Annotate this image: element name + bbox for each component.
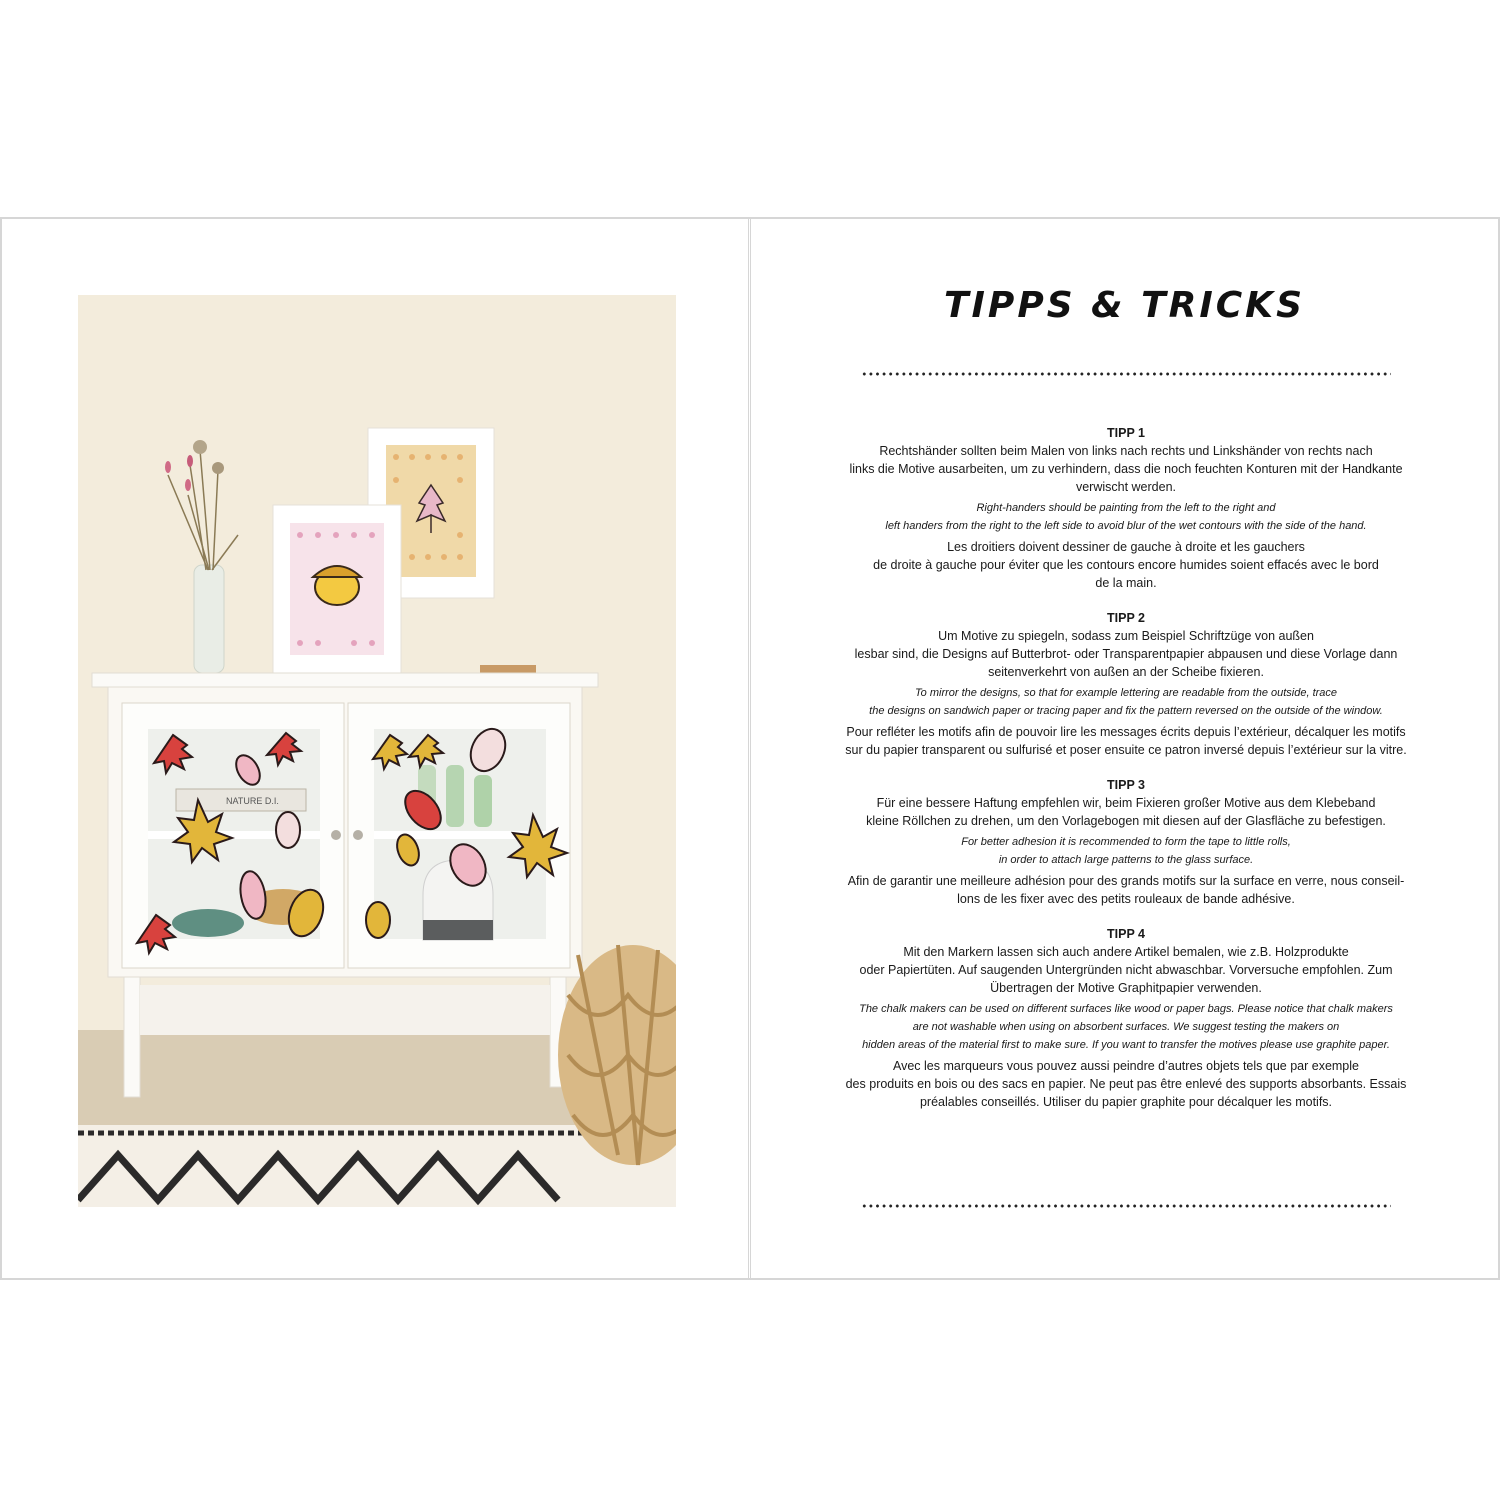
tip-2	[811, 609, 1441, 759]
text-line: préalables conseillés. Utiliser du papier graphite pour décalquer les motifs.	[919, 1095, 1333, 1109]
tip-heading: TIPP 3	[1107, 778, 1145, 792]
text-line: Right-handers should be painting from the left to the right and	[976, 502, 1276, 514]
tip-heading: TIPP 1	[1107, 426, 1145, 440]
tip-text-french	[811, 1057, 1441, 1111]
tip-text-french	[811, 723, 1441, 759]
tip-3	[811, 776, 1441, 908]
text-line: de la main.	[1095, 576, 1157, 590]
right-page	[750, 219, 1500, 1278]
tip-text-german	[811, 442, 1441, 496]
text-line: The chalk makers can be used on different surfaces like wood or paper bags. Please notice that chalk makers	[859, 1003, 1393, 1015]
text-line: Rechtshänder sollten beim Malen von links nach rechts und Linkshänder von rechts nach	[879, 444, 1373, 458]
text-line: in order to attach large patterns to the glass surface.	[998, 854, 1254, 866]
tip-text-german	[811, 627, 1441, 681]
tip-text-german	[811, 943, 1441, 997]
text-line: left handers from the right to the left side to avoid blur of the wet contours with the side of the hand.	[885, 520, 1367, 532]
text-line: kleine Röllchen zu drehen, um den Vorlagebogen mit diesen auf der Glasfläche zu befestigen.	[866, 814, 1386, 828]
tip-text-german	[811, 794, 1441, 830]
tip-1	[811, 424, 1441, 592]
text-line: lesbar sind, die Designs auf Butterbrot- oder Transparentpapier abpausen und diese Vorlage dann	[854, 647, 1398, 661]
tip-heading: TIPP 2	[1107, 611, 1145, 625]
dotted-divider-bottom	[861, 1204, 1391, 1208]
text-line: des produits en bois ou des sacs en papier. Ne peut pas être enlevé des supports absorbants. Essais	[845, 1077, 1407, 1091]
tip-4	[811, 925, 1441, 1111]
text-line: lons de les fixer avec des petits rouleaux de bande adhésive.	[957, 892, 1295, 906]
tip-text-english	[811, 684, 1441, 720]
text-line: are not washable when using on absorbent surfaces. We suggest testing the makers on	[912, 1021, 1340, 1033]
text-line: Mit den Markern lassen sich auch andere Artikel bemalen, wie z.B. Holzprodukte	[903, 945, 1349, 959]
text-line: oder Papiertüten. Auf saugenden Untergründen nicht abwaschbar. Vorversuche empfohlen. Zum	[859, 963, 1393, 977]
text-line: Für eine bessere Haftung empfehlen wir, beim Fixieren großer Motive aus dem Klebeband	[876, 796, 1376, 810]
cabinet-photo	[78, 295, 676, 1207]
text-line: the designs on sandwich paper or tracing paper and fix the pattern reversed on the outside of the window.	[869, 705, 1383, 717]
book-spine-text: NATURE D.I.	[226, 796, 279, 806]
text-line: links die Motive ausarbeiten, um zu verhindern, dass die noch feuchten Konturen mit der Handkante	[849, 462, 1403, 476]
text-line: hidden areas of the material first to make sure. If you want to transfer the motives please use graphite paper.	[862, 1039, 1390, 1051]
text-line: seitenverkehrt von außen an der Scheibe fixieren.	[988, 665, 1264, 679]
tip-text-english	[811, 833, 1441, 869]
text-line: sur du papier transparent ou sulfurisé et poser ensuite ce patron inversé depuis l’extérieur sur la vitre.	[845, 743, 1407, 757]
text-line: Um Motive zu spiegeln, sodass zum Beispiel Schriftzüge von außen	[938, 629, 1314, 643]
text-line: verwischt werden.	[1075, 480, 1177, 494]
text-line: Avec les marqueurs vous pouvez aussi peindre d’autres objets tels que par exemple	[892, 1059, 1359, 1073]
tips-list	[811, 424, 1441, 1128]
left-page	[0, 219, 749, 1278]
text-line: Les droitiers doivent dessiner de gauche à droite et les gauchers	[947, 540, 1305, 554]
text-line: de droite à gauche pour éviter que les contours encore humides soient effacés avec le bord	[873, 558, 1379, 572]
text-line: Afin de garantir une meilleure adhésion pour des grands motifs sur la surface en verre, nous conseil-	[847, 874, 1405, 888]
text-line: For better adhesion it is recommended to form the tape to little rolls,	[961, 836, 1291, 848]
page-title: TIPPS & TRICKS	[943, 285, 1306, 326]
text-line: Übertragen der Motive Graphitpapier verwenden.	[990, 981, 1262, 995]
tip-text-english	[811, 499, 1441, 535]
tip-text-french	[811, 538, 1441, 592]
frame-front	[273, 505, 401, 673]
tip-heading: TIPP 4	[1107, 927, 1145, 941]
tip-text-french	[811, 872, 1441, 908]
dotted-divider-top	[861, 372, 1391, 376]
book-spread	[0, 217, 1500, 1280]
text-line: To mirror the designs, so that for example lettering are readable from the outside, trace	[914, 687, 1338, 699]
text-line: Pour refléter les motifs afin de pouvoir lire les messages écrits depuis l’extérieur, décalquer les motifs	[846, 725, 1406, 739]
tip-text-english	[811, 1000, 1441, 1054]
